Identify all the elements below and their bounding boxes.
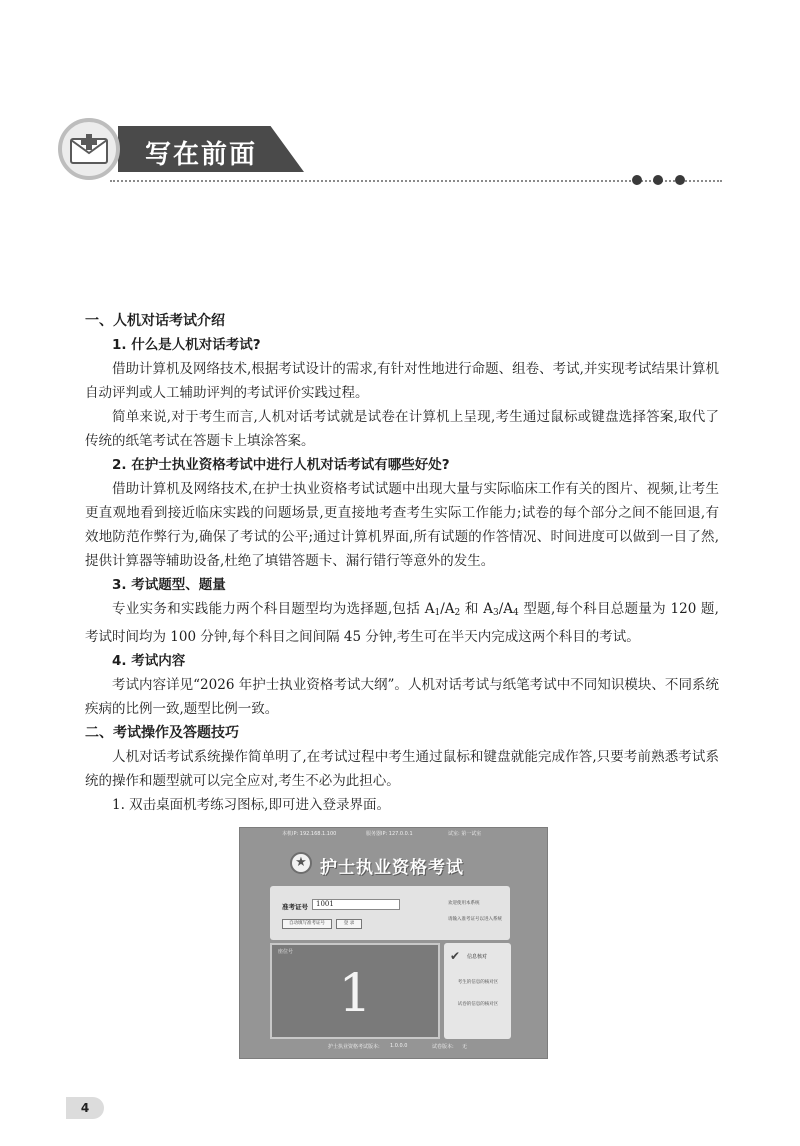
seat-label: 座位号 xyxy=(278,949,294,955)
info-title: 信息核对 xyxy=(467,954,488,960)
paragraph: 借助计算机及网络技术,在护士执业资格考试试题中出现大量与实际临床工作有关的图片、视频,让考生更直观地看到接近临床实践的问题场景,更直接地考查考生实际工作能力;试卷的每个部分之间不能回退,有效地防范作弊行为,确保了考试的公平;通过计算机界面,所有试题的作答情况、时间进度可以做到一目了然,提供计算器等辅助设备,杜绝了填错答题卡、漏行错行等意外的发生。 xyxy=(85,481,719,569)
id-label: 准考证号 xyxy=(282,903,308,911)
paragraph: 专业实务和实践能力两个科目题型均为选择题,包括 $A_1/A_2$ 和 $A_3/A_4$ 型题,每个科目总题量为 120 题,考试时间均为 100 分钟,每个科目之间间隔 45 分钟,考生可在半天内完成这两个科目的考试。 xyxy=(85,601,719,645)
step-text: 1. 双击桌面机考练习图标,即可进入登录界面。 xyxy=(112,797,390,813)
paragraph: 考试内容详见“2026 年护士执业资格考试大纲”。人机对话考试与纸笔考试中不同知识模块、不同系统疾病的比例一致,题型比例一致。 xyxy=(85,677,719,717)
question-heading: 3. 考试题型、题量 xyxy=(112,577,226,593)
question-heading: 4. 考试内容 xyxy=(112,653,186,669)
section-heading: 一、人机对话考试介绍 xyxy=(85,313,225,329)
exam-title: 护士执业资格考试 xyxy=(320,858,464,878)
paper-label: 试卷版本: xyxy=(432,1044,454,1050)
paragraph: 人机对话考试系统操作简单明了,在考试过程中考生通过鼠标和键盘就能完成作答,只要考前熟悉考试系统的操作和题型就可以完全应对,考生不必为此担心。 xyxy=(85,749,719,789)
page-number: 4 xyxy=(66,1097,104,1119)
login-panel xyxy=(270,886,510,940)
hint-note: 请输入准考证号以进入系统 xyxy=(448,917,502,922)
question-heading: 1. 什么是人机对话考试? xyxy=(112,337,261,353)
divider-dot xyxy=(653,175,663,185)
paper-value: 无 xyxy=(462,1044,468,1050)
version-label: 护士执业资格考试版本: xyxy=(328,1044,380,1050)
star-emblem-icon: ★ xyxy=(290,852,312,874)
question-heading: 2. 在护士执业资格考试中进行人机对话考试有哪些好处? xyxy=(112,457,450,473)
server-ip-text: 服务器IP: 127.0.0.1 xyxy=(366,831,413,837)
room-text: 试室: 第一试室 xyxy=(448,831,482,837)
id-input[interactable]: 1001 xyxy=(312,899,400,910)
page-title: 写在前面 xyxy=(145,140,258,170)
status-bar xyxy=(240,828,547,840)
auto-fill-button[interactable]: 自动填写准考证号 xyxy=(282,919,332,929)
local-ip-text: 本机IP: 192.168.1.100 xyxy=(282,831,337,837)
medical-envelope-icon xyxy=(58,118,120,180)
login-button[interactable]: 登 录 xyxy=(336,919,362,929)
checkmark-icon: ✔ xyxy=(450,949,461,963)
section-heading: 二、考试操作及答题技巧 xyxy=(85,725,239,741)
welcome-note: 欢迎使用本系统 xyxy=(448,901,480,906)
info-panel xyxy=(444,943,511,1039)
seat-number: 1 xyxy=(338,964,372,1024)
info-line: 试卷的信息的核对区 xyxy=(457,1002,499,1007)
main-content xyxy=(85,309,719,817)
info-line: 考生的信息的核对区 xyxy=(457,980,499,985)
seat-panel xyxy=(270,943,440,1039)
version-value: 1.0.0.0 xyxy=(390,1043,408,1049)
login-screenshot xyxy=(239,827,548,1059)
paragraph: 简单来说,对于考生而言,人机对话考试就是试卷在计算机上呈现,考生通过鼠标或键盘选择答案,取代了传统的纸笔考试在答题卡上填涂答案。 xyxy=(85,409,719,449)
divider-dot xyxy=(632,175,642,185)
paragraph: 借助计算机及网络技术,根据考试设计的需求,有针对性地进行命题、组卷、考试,并实现考试结果计算机自动评判或人工辅助评判的考试评价实践过程。 xyxy=(85,361,719,401)
divider-dot xyxy=(675,175,685,185)
header-divider xyxy=(110,180,722,182)
